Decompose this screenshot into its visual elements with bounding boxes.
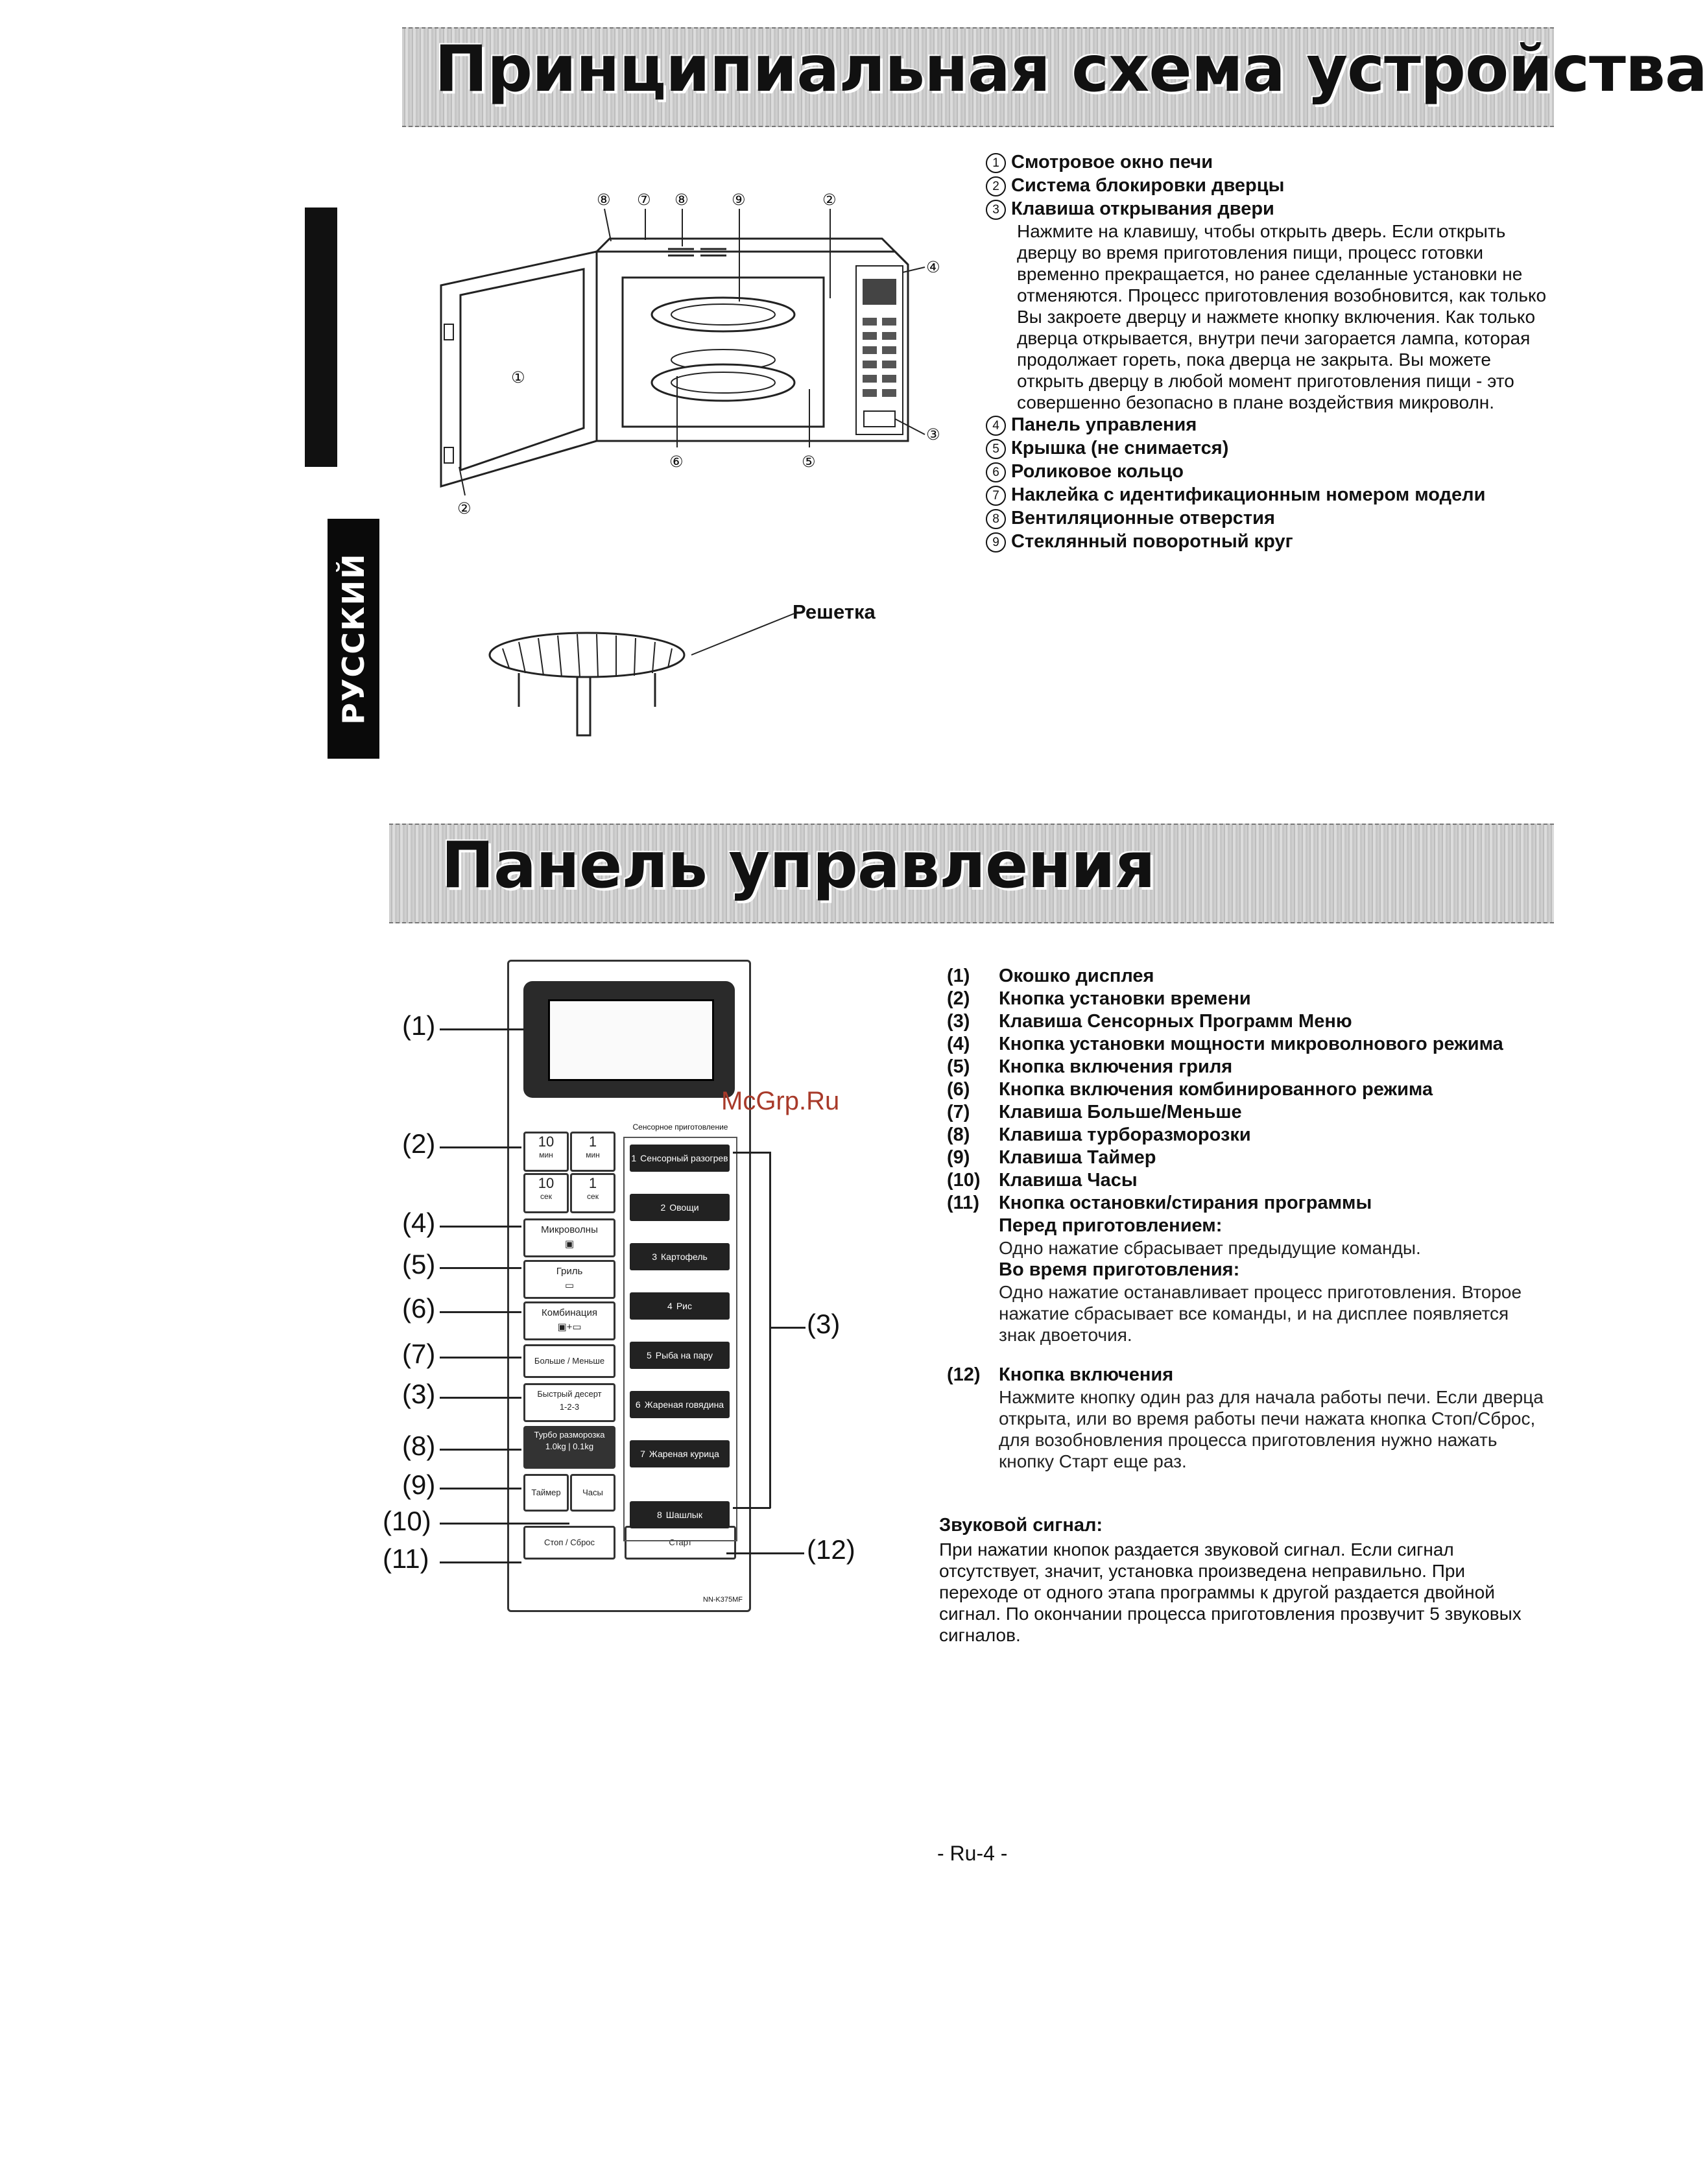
section2-title: Панель управления <box>441 829 1155 903</box>
svg-text:⑦: ⑦ <box>637 191 651 209</box>
legend2-item-11: (11) Кнопка остановки/стирания программы <box>947 1193 1372 1213</box>
clock-button[interactable]: Часы <box>570 1474 615 1512</box>
rack-label: Решетка <box>793 600 876 623</box>
callout-9: (9) <box>402 1469 436 1500</box>
legend2-item-1: (1) Окошко дисплея <box>947 966 1154 986</box>
menu-button-5[interactable]: 5 Рыба на пару <box>630 1342 730 1369</box>
time-button-1min[interactable]: 1 мин <box>570 1132 615 1172</box>
stop-reset-button[interactable]: Стоп / Сброс <box>523 1526 615 1560</box>
callout-3-left: (3) <box>402 1379 436 1409</box>
turbo-defrost-button[interactable]: Турбо разморозка 1.0kg | 0.1kg <box>523 1426 615 1469</box>
legend2-item-7: (7) Клавиша Больше/Меньше <box>947 1102 1242 1122</box>
legend-item-8: 8 Вентиляционные отверстия <box>986 506 1550 530</box>
legend2-item-3: (3) Клавиша Сенсорных Программ Меню <box>947 1011 1352 1032</box>
section2-legend <box>947 965 1550 1472</box>
language-tab-label: РУССКИЙ <box>336 552 371 725</box>
legend2-item-6: (6) Кнопка включения комбинированного режима <box>947 1079 1433 1100</box>
page-number: - Ru-4 - <box>937 1842 1008 1865</box>
sensor-menu-header: Сенсорное приготовление <box>632 1122 728 1132</box>
sensor-menu <box>623 1122 737 1541</box>
svg-text:②: ② <box>457 499 472 517</box>
rack-diagram <box>480 623 700 739</box>
menu-button-1[interactable]: 1 Сенсорный разогрев <box>630 1145 730 1172</box>
margin-bar <box>305 208 337 467</box>
svg-text:③: ③ <box>926 425 940 444</box>
svg-text:④: ④ <box>926 258 940 276</box>
legend2-item-10: (10) Клавиша Часы <box>947 1170 1138 1191</box>
microwave-button[interactable]: Микроволны ▣ <box>523 1218 615 1257</box>
callout-12: (12) <box>807 1534 855 1565</box>
callout-10: (10) <box>383 1506 431 1536</box>
legend-item-3: 3 Клавиша открывания двери <box>986 197 1550 220</box>
svg-text:⑥: ⑥ <box>669 453 684 471</box>
rack-leader <box>687 610 798 661</box>
legend-item-1: 1 Смотровое окно печи <box>986 150 1550 174</box>
watermark: McGrp.Ru <box>721 1087 840 1115</box>
legend-item-4: 4 Панель управления <box>986 413 1550 436</box>
callout-8: (8) <box>402 1430 436 1461</box>
legend2-item-12: (12) Кнопка включения <box>947 1364 1174 1385</box>
callout-6: (6) <box>402 1293 436 1323</box>
legend2-item-2: (2) Кнопка установки времени <box>947 988 1251 1009</box>
display-window <box>523 981 735 1098</box>
callout-7: (7) <box>402 1338 436 1369</box>
more-less-button[interactable]: Больше / Меньше <box>523 1344 615 1378</box>
grill-button[interactable]: Гриль ▭ <box>523 1260 615 1299</box>
language-tab <box>328 519 379 759</box>
legend-item-7: 7 Наклейка с идентификационным номером модели <box>986 483 1550 506</box>
menu-button-3[interactable]: 3 Картофель <box>630 1243 730 1270</box>
time-button-10min[interactable]: 10 мин <box>523 1132 569 1172</box>
section2-banner <box>389 824 1554 923</box>
callout-11: (11) <box>383 1543 429 1574</box>
callout-3-right: (3) <box>807 1309 841 1339</box>
control-panel <box>507 960 751 1612</box>
model-label: NN-K375MF <box>702 1596 743 1604</box>
section1-title: Принципиальная схема устройства <box>435 32 1707 106</box>
menu-button-6[interactable]: 6 Жареная говядина <box>630 1391 730 1418</box>
door-key-description: Нажмите на клавишу, чтобы открыть дверь. Если открыть дверцу во время приготовления пищи, процесс готовки временно прекращается, но ранее сделанные установки не отменяются. Процесс приготовления возобновится, как только Вы закроете дверцу и нажмете кнопку включения. Как только дверца открывается, внутри печи загорается лампа, которая продолжает гореть, пока дверца не закрыта. Вы можете открыть дверцу в любой момент приготовления пищи - это совершенно безопасно в плане воздействия микроволн. <box>1017 221 1547 412</box>
legend-item-2: 2 Система блокировки дверцы <box>986 174 1550 197</box>
legend2-item-5: (5) Кнопка включения гриля <box>947 1056 1233 1077</box>
callout-8a: ⑧ <box>597 191 611 209</box>
callout-4: (4) <box>402 1207 436 1238</box>
menu-button-2[interactable]: 2 Овощи <box>630 1194 730 1221</box>
callout-2: (2) <box>402 1128 436 1159</box>
legend2-item-9: (9) Клавиша Таймер <box>947 1147 1156 1168</box>
start-button[interactable]: Старт <box>625 1526 736 1560</box>
menu-button-8[interactable]: 8 Шашлык <box>630 1501 730 1528</box>
legend-item-9: 9 Стеклянный поворотный круг <box>986 530 1550 553</box>
menu-button-7[interactable]: 7 Жареная курица <box>630 1440 730 1467</box>
svg-text:⑨: ⑨ <box>732 191 746 209</box>
legend2-item-4: (4) Кнопка установки мощности микроволнового режима <box>947 1034 1503 1054</box>
sound-signal-heading: Звуковой сигнал: <box>939 1515 1103 1536</box>
time-button-10sec[interactable]: 10 сек <box>523 1173 569 1213</box>
legend-item-5: 5 Крышка (не снимается) <box>986 436 1550 460</box>
quick-dessert-button[interactable]: Быстрый десерт 1-2-3 <box>523 1383 615 1422</box>
callout-1: (1) <box>402 1010 436 1041</box>
legend-item-6: 6 Роликовое кольцо <box>986 460 1550 483</box>
svg-text:⑧: ⑧ <box>674 191 689 209</box>
stop-button-notes: Перед приготовлением: Одно нажатие сбрасывает предыдущие команды. Во время приготовления: Одно нажатие останавливает процесс приготовления. Второе нажатие сбрасывает все команды, и на дисплее появляется знак двоеточия. <box>999 1215 1522 1345</box>
svg-text:⑤: ⑤ <box>802 453 816 471</box>
section1-legend <box>986 150 1550 553</box>
microwave-diagram <box>402 182 960 532</box>
legend2-item-8: (8) Клавиша турборазморозки <box>947 1124 1251 1145</box>
sound-signal-section <box>939 1515 1549 1646</box>
menu-button-4[interactable]: 4 Рис <box>630 1292 730 1320</box>
time-button-1sec[interactable]: 1 сек <box>570 1173 615 1213</box>
callout-5: (5) <box>402 1249 436 1279</box>
svg-text:①: ① <box>511 368 525 386</box>
section1-banner <box>402 27 1707 127</box>
svg-text:②: ② <box>822 191 837 209</box>
combo-button[interactable]: Комбинация ▣+▭ <box>523 1301 615 1340</box>
start-button-notes: Нажмите кнопку один раз для начала работы печи. Если дверца открыта, или во время работы печи нажата кнопка Стоп/Сброс, для возобновления процесса приготовления нужно нажать кнопку Старт еще раз. <box>999 1387 1544 1471</box>
sound-signal-text: При нажатии кнопок раздается звуковой сигнал. Если сигнал отсутствует, значит, установка произведена неправильно. При переходе от одного этапа программы к другой раздается двойной сигнал. По окончании процесса приготовления прозвучит 5 звуковых сигналов. <box>939 1539 1522 1645</box>
timer-button[interactable]: Таймер <box>523 1474 569 1512</box>
